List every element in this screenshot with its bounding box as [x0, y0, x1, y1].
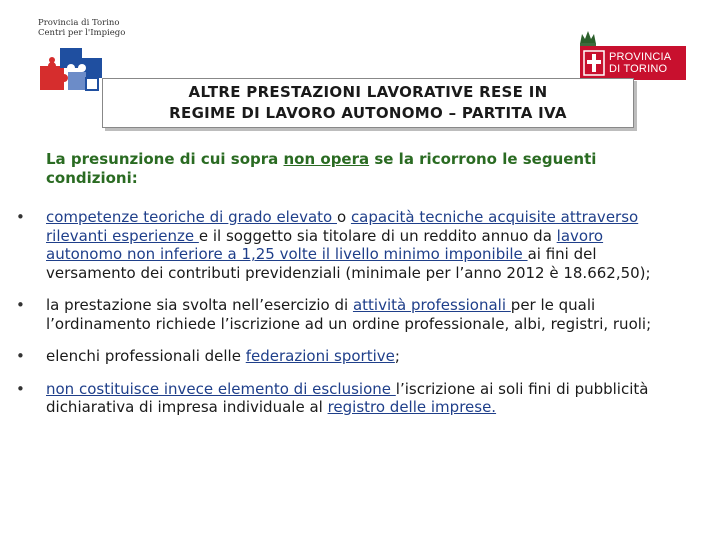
hyperlink-text[interactable]: capacità tecniche acquisite attraverso rilevanti esperienze — [46, 208, 639, 245]
title-line-2: REGIME DI LAVORO AUTONOMO – PARTITA IVA — [169, 104, 567, 122]
list-item — [14, 208, 664, 282]
crown-icon — [578, 28, 598, 46]
slide-title-box — [102, 78, 634, 128]
logo-di-torino-word: DI TORINO — [609, 63, 668, 75]
hyperlink-text[interactable]: lavoro autonomo non inferiore a 1,25 volte il livello minimo imponibile — [46, 226, 604, 263]
list-item-text: o — [336, 208, 351, 226]
shield-cross-icon — [583, 50, 605, 76]
list-item-text: e il soggetto sia titolare di un reddito annuo da — [198, 226, 557, 245]
hyperlink-text[interactable]: attività professionali — [352, 296, 511, 314]
logo-text-line1: Provincia di Torino — [38, 18, 120, 28]
list-item-text: la prestazione sia svolta nell’esercizio di — [46, 296, 353, 314]
list-item-text: l’iscrizione ai soli fini di pubblicità dichiarativa di impresa individuale al — [46, 379, 649, 416]
logo-provincia-word: PROVINCIA — [609, 51, 672, 63]
hyperlink-text[interactable]: registro delle imprese. — [327, 398, 497, 416]
intro-paragraph — [46, 150, 646, 188]
hyperlink-text[interactable]: federazioni sportive — [245, 347, 395, 365]
list-item-text: elenchi professionali delle — [46, 347, 246, 365]
list-item-text: ; — [394, 347, 400, 365]
puzzle-logo-icon — [38, 46, 104, 92]
provincia-badge — [580, 46, 686, 80]
intro-text-underlined: non opera — [283, 150, 370, 168]
intro-text-pre: La presunzione di cui sopra — [46, 150, 284, 168]
hyperlink-text[interactable]: grado elevato — [228, 208, 337, 226]
conditions-list — [14, 208, 664, 417]
hyperlink-text[interactable]: non costituisce invece elemento di esclusione — [46, 379, 396, 398]
provincia-centri-impiego-logo — [38, 18, 125, 38]
hyperlink-text[interactable]: competenze teoriche di — [46, 208, 229, 226]
slide-title — [169, 82, 567, 124]
list-item-text: per le quali l’ordinamento richiede l’iscrizione ad un ordine professionale, albi, registri, ruoli; — [46, 296, 652, 333]
list-item — [14, 347, 664, 366]
list-item — [14, 380, 664, 417]
logo-text-line2: Centri per l'Impiego — [38, 28, 126, 38]
title-line-1: ALTRE PRESTAZIONI LAVORATIVE RESE IN — [188, 83, 548, 101]
list-item — [14, 296, 664, 333]
list-item-text: ai fini del versamento dei contributi previdenziali (minimale per l’anno 2012 è 18.662,50); — [46, 245, 651, 282]
intro-text-post: se la ricorrono le seguenti condizioni: — [46, 150, 597, 187]
provincia-di-torino-logo — [578, 28, 688, 82]
